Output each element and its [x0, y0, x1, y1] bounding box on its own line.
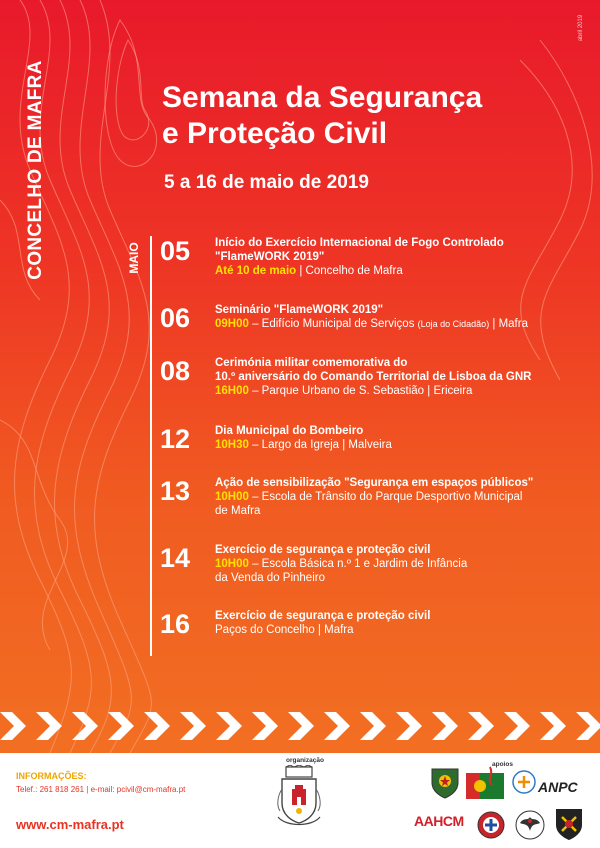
- bombeiros-flag-logo: [464, 765, 506, 805]
- event-time: Até 10 de maio: [215, 265, 297, 277]
- event-place: – Escola de Trânsito do Parque Desportivo Municipal: [248, 491, 523, 503]
- event-time: 10H00: [215, 558, 249, 570]
- print-code: [574, 8, 588, 48]
- rescue-badge-logo: [476, 809, 506, 841]
- contact-line: Telef.: 261 818 261 | e-mail: pcivil@cm-mafra.pt: [16, 785, 186, 794]
- gnr-shield-logo: [430, 767, 460, 799]
- chevron-shape: [504, 712, 530, 740]
- chevron-shape: [144, 712, 170, 740]
- event-detail: Paços do Concelho | Mafra: [215, 624, 354, 636]
- chevron-shape: [252, 712, 278, 740]
- chevron-shape: [36, 712, 62, 740]
- event-detail: [215, 384, 595, 398]
- event-time: 16H00: [215, 385, 249, 397]
- chevron-shape: [576, 712, 600, 740]
- event-title: Seminário "FlameWORK 2019": [215, 304, 384, 316]
- event-text: [215, 303, 595, 331]
- event-place-end: | Mafra: [489, 318, 528, 330]
- chevron-shape: [180, 712, 206, 740]
- event-title: Dia Municipal do Bombeiro: [215, 425, 364, 437]
- chevron-shape: [288, 712, 314, 740]
- event-text: [215, 424, 595, 452]
- aahcm-logo-text: AAHCM: [414, 813, 464, 829]
- event-title: Exercício de segurança e proteção civil: [215, 544, 431, 556]
- organization-label: organização: [286, 757, 324, 764]
- event-detail: [215, 438, 595, 452]
- chevron-shape: [360, 712, 386, 740]
- chevron-shape: [216, 712, 242, 740]
- event-time: 09H00: [215, 318, 249, 330]
- anpc-emblem-icon: [512, 769, 536, 795]
- chevron-shape: [468, 712, 494, 740]
- event-title: Ação de sensibilização "Segurança em espaços públicos": [215, 477, 534, 489]
- event-day: 06: [160, 303, 191, 333]
- event-place: – Escola Básica n.º 1 e Jardim de Infância: [248, 558, 468, 570]
- website-link[interactable]: www.cm-mafra.pt: [16, 817, 124, 832]
- chevron-shape: [324, 712, 350, 740]
- info-label: INFORMAÇÕES:: [16, 771, 87, 781]
- event-text: [215, 236, 595, 278]
- page-title: [162, 80, 562, 152]
- event-text: [215, 356, 595, 398]
- event-detail: [215, 557, 595, 571]
- anpc-logo-text: ANPC: [538, 779, 578, 795]
- event-place: | Concelho de Mafra: [296, 265, 403, 277]
- event-day: 13: [160, 476, 191, 506]
- event-title: Início do Exercício Internacional de Fogo Controlado: [215, 237, 504, 249]
- chevron-shape: [396, 712, 422, 740]
- event-place: – Largo da Igreja | Malveira: [248, 439, 392, 451]
- event-place: – Parque Urbano de S. Sebastião | Ericeira: [248, 385, 473, 397]
- event-day: 12: [160, 424, 191, 454]
- event-place-note: (Loja do Cidadão): [417, 319, 490, 329]
- event-detail: [215, 264, 595, 278]
- event-time: 10H30: [215, 439, 249, 451]
- month-label-text: MAIO: [127, 242, 141, 274]
- armed-forces-crest-logo: [554, 807, 584, 841]
- event-title-cont: 10.º aniversário do Comando Territorial de Lisboa da GNR: [215, 371, 532, 383]
- print-code-text: abril 2019: [578, 14, 584, 42]
- support-label: apoios: [492, 761, 513, 768]
- event-text: [215, 609, 595, 637]
- vertical-title: [12, 50, 60, 290]
- event-day: 14: [160, 543, 191, 573]
- vertical-title-text: CONCELHO DE MAFRA: [25, 60, 46, 280]
- chevron-shape: [72, 712, 98, 740]
- event-day: 05: [160, 236, 191, 266]
- event-day: 08: [160, 356, 191, 386]
- eagle-crest-logo: [514, 809, 546, 841]
- event-time: 10H00: [215, 491, 249, 503]
- event-title-cont: "FlameWORK 2019": [215, 251, 325, 263]
- event-title: Cerimónia militar comemorativa do: [215, 357, 408, 369]
- chevron-shape: [432, 712, 458, 740]
- title-line-2: e Proteção Civil: [162, 117, 388, 150]
- chevron-shape: [0, 712, 26, 740]
- mafra-crest-logo: [276, 765, 322, 831]
- chevron-shape: [540, 712, 566, 740]
- event-detail-cont: da Venda do Pinheiro: [215, 572, 325, 584]
- event-detail-cont: de Mafra: [215, 505, 261, 517]
- event-detail: [215, 490, 595, 504]
- chevron-band: [0, 710, 600, 742]
- title-line-1: Semana da Segurança: [162, 81, 483, 114]
- chevron-shape: [108, 712, 134, 740]
- month-label: [124, 236, 144, 282]
- date-range: 5 a 16 de maio de 2019: [164, 172, 369, 193]
- event-text: [215, 543, 595, 585]
- event-detail: [215, 317, 595, 331]
- timeline-line: [150, 236, 152, 656]
- event-day: 16: [160, 609, 191, 639]
- event-text: [215, 476, 595, 518]
- event-title: Exercício de segurança e proteção civil: [215, 610, 431, 622]
- event-place: – Edifício Municipal de Serviços: [248, 318, 418, 330]
- footer: [0, 753, 600, 848]
